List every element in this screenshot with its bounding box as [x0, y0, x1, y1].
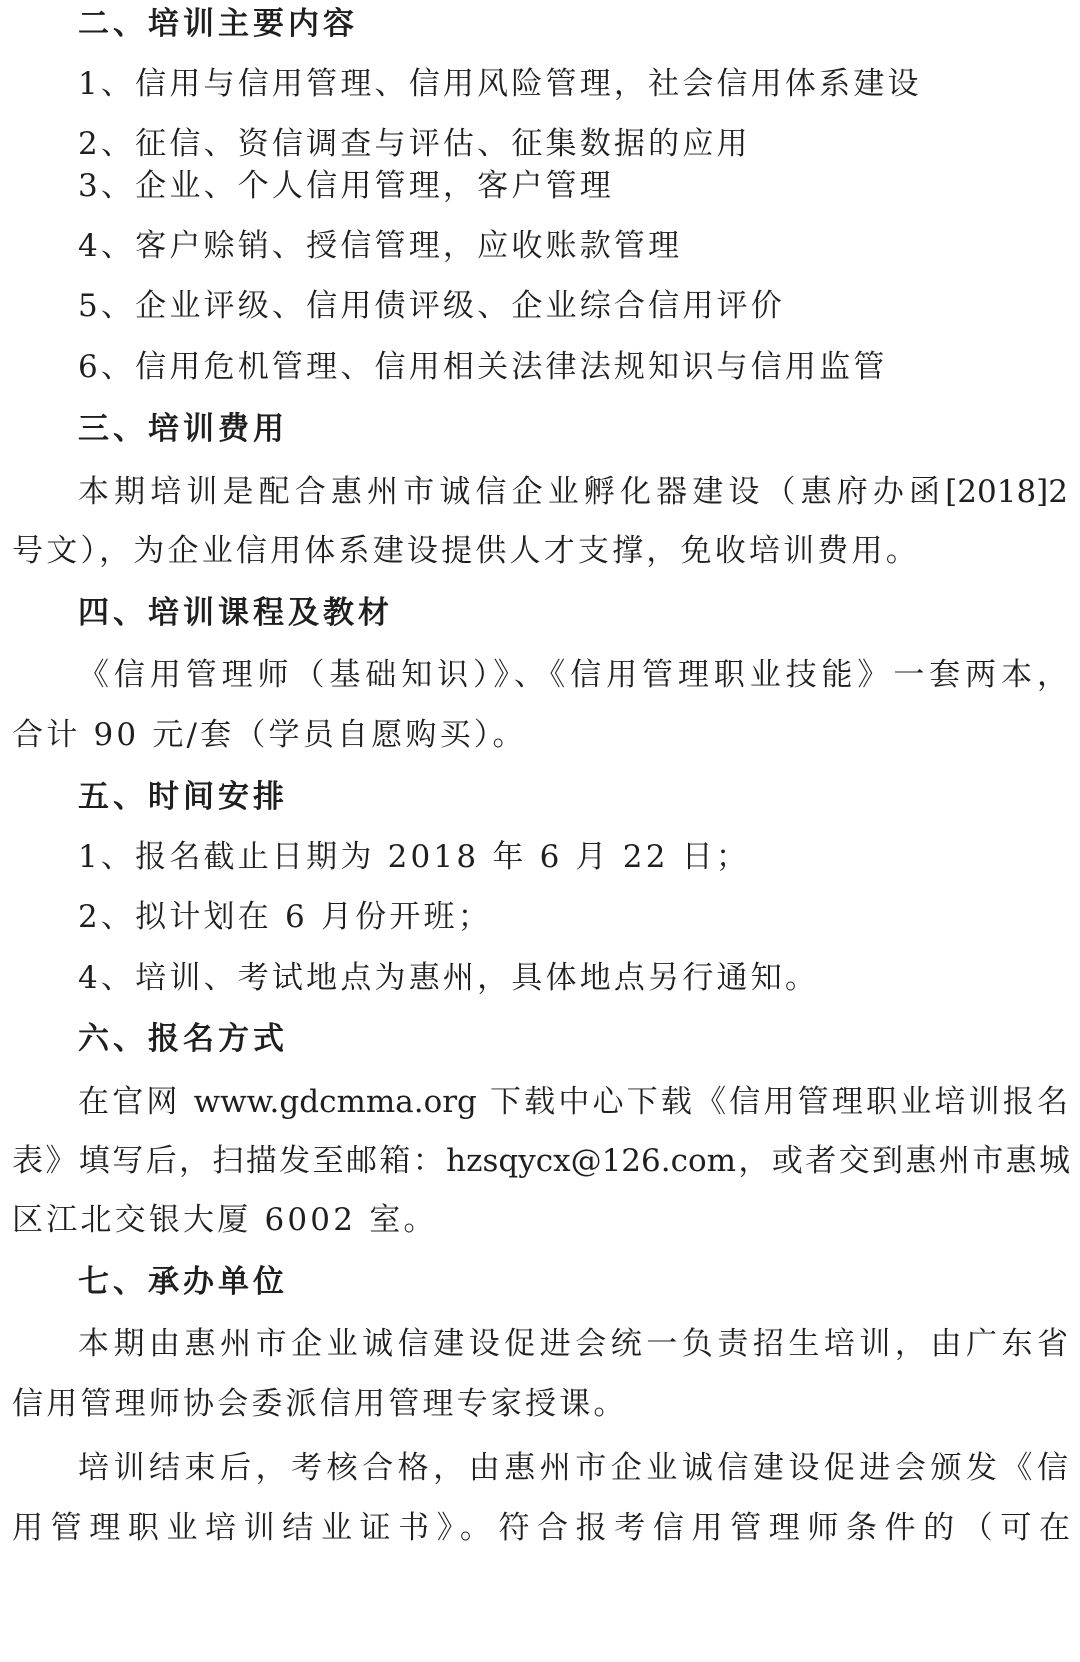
section-heading-training-content: 二、培训主要内容: [78, 6, 358, 42]
list-item: 3、企业、个人信用管理，客户管理: [78, 168, 614, 204]
section-heading-training-fee: 三、培训费用: [78, 411, 288, 447]
list-item: 6、信用危机管理、信用相关法律法规知识与信用监管: [78, 349, 888, 385]
list-item: 5、企业评级、信用债评级、企业综合信用评价: [78, 288, 785, 324]
section-heading-schedule: 五、时间安排: [78, 779, 288, 815]
list-item: 4、培训、考试地点为惠州，具体地点另行通知。: [78, 960, 820, 996]
paragraph-line: 信用管理师协会委派信用管理专家授课。: [12, 1386, 628, 1422]
paragraph-line: 用管理职业培训结业证书》。符合报考信用管理师条件的（可在: [12, 1510, 1070, 1546]
paragraph-line: 在官网 www.gdcmma.org 下载中心下载《信用管理职业培训报名: [78, 1084, 1068, 1120]
list-item: 2、征信、资信调查与评估、征集数据的应用: [78, 126, 751, 162]
section-heading-organizer: 七、承办单位: [78, 1264, 288, 1300]
paragraph-line: 合计 90 元/套（学员自愿购买）。: [12, 717, 527, 753]
list-item: 1、报名截止日期为 2018 年 6 月 22 日；: [78, 839, 751, 875]
paragraph-line: 表》填写后，扫描发至邮箱：hzsqycx@126.com，或者交到惠州市惠城: [12, 1143, 1070, 1179]
paragraph-line: 本期培训是配合惠州市诚信企业孵化器建设（惠府办函[2018]2: [78, 474, 1068, 510]
section-heading-registration: 六、报名方式: [78, 1021, 288, 1057]
paragraph-line: 本期由惠州市企业诚信建设促进会统一负责招生培训，由广东省: [78, 1326, 1068, 1362]
list-item: 1、信用与信用管理、信用风险管理，社会信用体系建设: [78, 66, 922, 102]
paragraph-line: 培训结束后，考核合格，由惠州市企业诚信建设促进会颁发《信: [78, 1450, 1068, 1486]
paragraph-line: 《信用管理师（基础知识）》、《信用管理职业技能》一套两本，: [78, 657, 1068, 693]
section-heading-courses-materials: 四、培训课程及教材: [78, 595, 393, 631]
list-item: 4、客户赊销、授信管理，应收账款管理: [78, 228, 683, 264]
paragraph-line: 号文），为企业信用体系建设提供人才支撑，免收培训费用。: [12, 533, 920, 569]
paragraph-line: 区江北交银大厦 6002 室。: [12, 1202, 438, 1238]
list-item: 2、拟计划在 6 月份开班；: [78, 899, 492, 935]
